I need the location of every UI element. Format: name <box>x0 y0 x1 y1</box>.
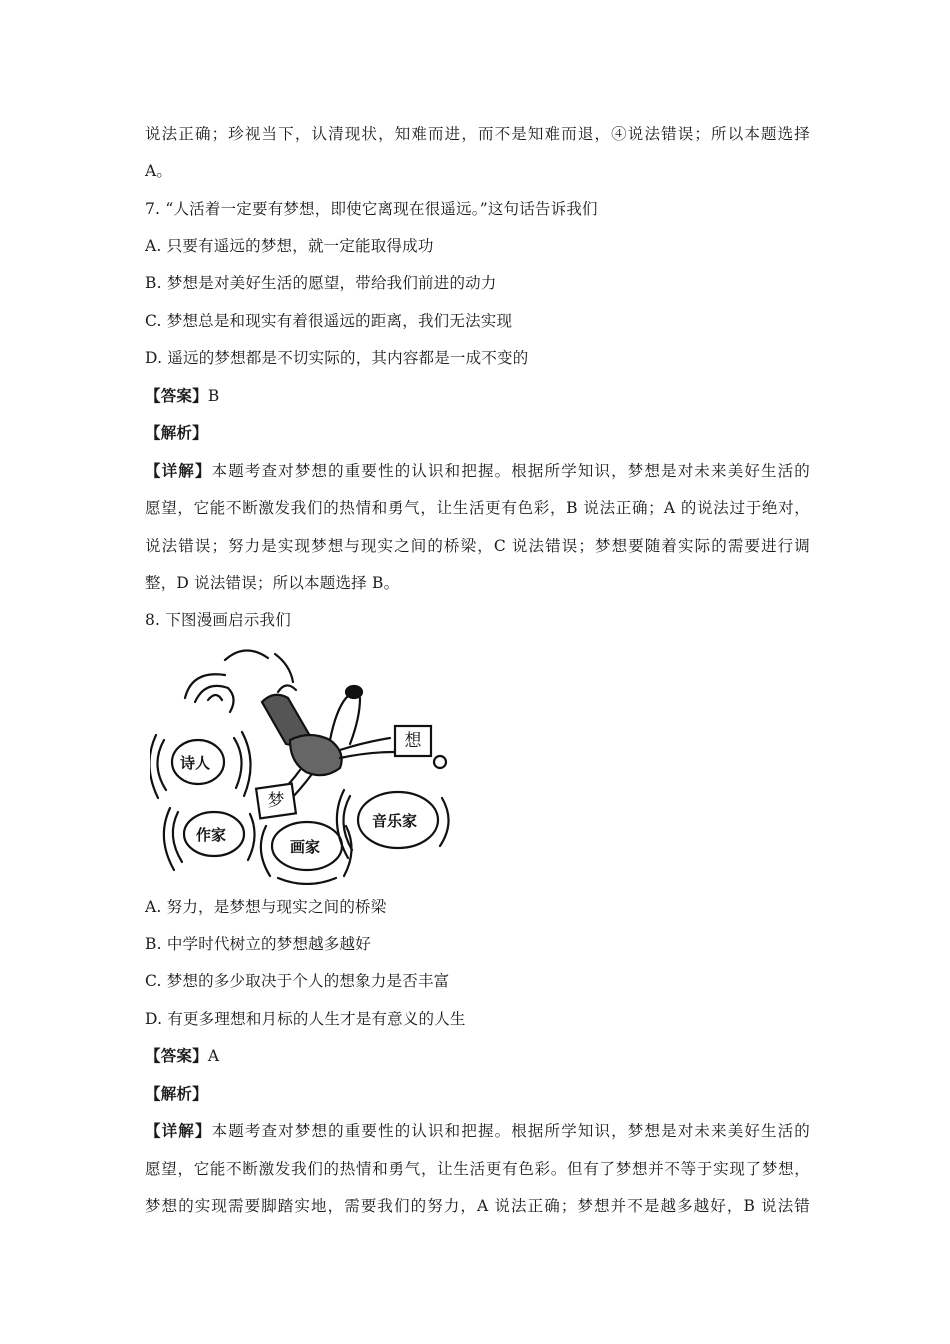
q8-detail-line-3: 梦想的实现需要脚踏实地，需要我们的努力，A 说法正确；梦想并不是越多越好，B 说法错 <box>145 1197 810 1215</box>
q7-answer <box>145 386 810 406</box>
q8-detail-text-1: 本题考查对梦想的重要性的认识和把握。根据所学知识，梦想是对未来美好生活的 <box>211 1122 810 1140</box>
q8-stem: 8. 下图漫画启示我们 <box>145 611 291 629</box>
q8-analysis-heading: 【解析】 <box>145 1084 208 1103</box>
q7-detail-line-1 <box>145 461 810 481</box>
q8-option-b: B. 中学时代树立的梦想越多越好 <box>145 935 371 953</box>
q8-option-c: C. 梦想的多少取决于个人的想象力是否丰富 <box>145 972 450 990</box>
q8-answer-value: A <box>207 1047 220 1065</box>
q7-answer-value: B <box>207 387 220 405</box>
q7-option-d: D. 遥远的梦想都是不切实际的，其内容都是一成不变的 <box>145 349 529 367</box>
q7-detail-line-3: 说法错误；努力是实现梦想与现实之间的桥梁，C 说法错误；梦想要随着实际的需要进行调 <box>145 537 810 555</box>
q7-detail-label: 【详解】 <box>145 461 212 480</box>
q8-comic-illustration <box>150 640 455 885</box>
q7-option-a: A. 只要有遥远的梦想，就一定能取得成功 <box>145 237 434 255</box>
comic-label-musician: 音乐家 <box>372 812 418 830</box>
comic-label-writer: 作家 <box>196 826 227 844</box>
comic-card-dream: 梦 <box>267 791 285 811</box>
q7-option-b: B. 梦想是对美好生活的愿望，带给我们前进的动力 <box>145 274 497 292</box>
q7-detail-text-1: 本题考查对梦想的重要性的认识和把握。根据所学知识，梦想是对未来美好生活的 <box>211 462 810 480</box>
q8-detail-line-2: 愿望，它能不断激发我们的热情和勇气，让生活更有色彩。但有了梦想并不等于实现了梦想， <box>145 1160 810 1178</box>
q8-option-a: A. 努力，是梦想与现实之间的桥梁 <box>145 898 387 916</box>
q7-option-c: C. 梦想总是和现实有着很遥远的距离，我们无法实现 <box>145 312 513 330</box>
q6-explanation-line-1: 说法正确；珍视当下，认清现状，知难而进，而不是知难而退，④说法错误；所以本题选择 <box>145 125 810 143</box>
q7-detail-line-2: 愿望，它能不断激发我们的热情和勇气，让生活更有色彩，B 说法正确；A 的说法过于绝对， <box>145 499 810 517</box>
q7-answer-label: 【答案】 <box>145 386 208 405</box>
q7-detail-line-4: 整，D 说法错误；所以本题选择 B。 <box>145 574 400 592</box>
comic-label-poet: 诗人 <box>180 754 211 772</box>
q8-answer-label: 【答案】 <box>145 1046 208 1065</box>
comic-card-think: 想 <box>404 731 422 751</box>
q8-option-d: D. 有更多理想和月标的人生才是有意义的人生 <box>145 1010 466 1028</box>
q8-detail-line-1 <box>145 1121 810 1141</box>
q8-answer <box>145 1046 810 1066</box>
q7-analysis-heading: 【解析】 <box>145 423 208 442</box>
q8-detail-label: 【详解】 <box>145 1121 212 1140</box>
q7-analysis-label <box>145 423 810 443</box>
q8-analysis-label <box>145 1084 810 1104</box>
q7-stem: 7. “人活着一定要有梦想，即使它离现在很遥远。”这句话告诉我们 <box>145 200 598 218</box>
q6-explanation-line-2: A。 <box>145 162 173 180</box>
comic-label-painter: 画家 <box>290 838 321 856</box>
